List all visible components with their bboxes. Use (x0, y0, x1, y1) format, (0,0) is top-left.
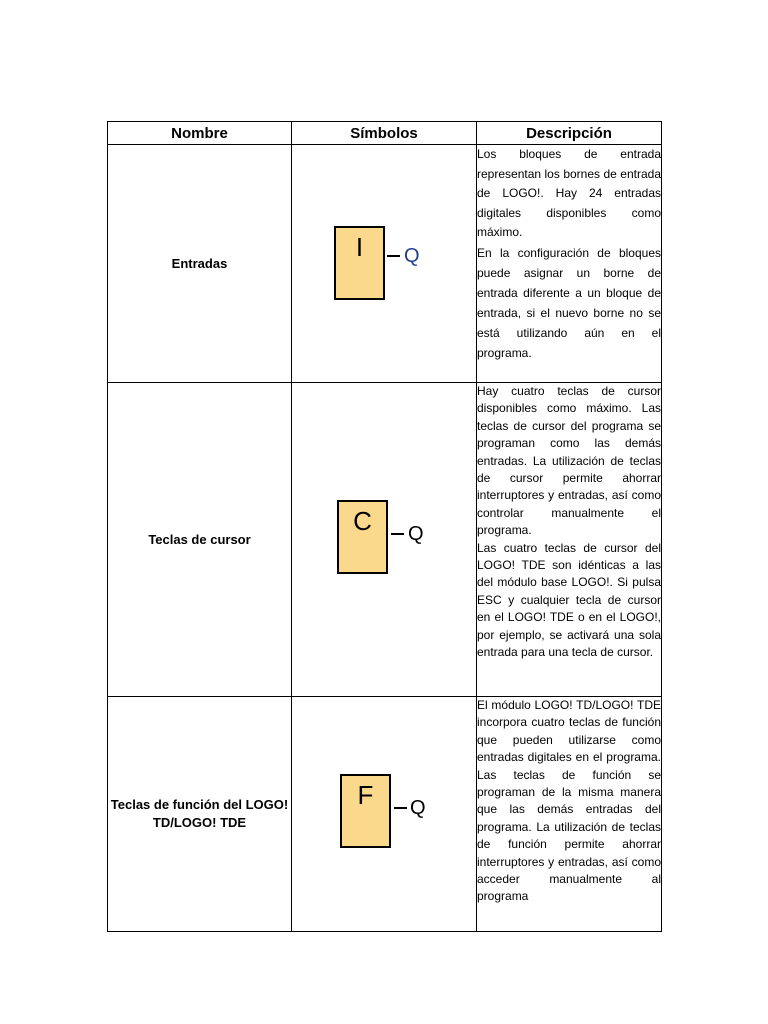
cursor-block-symbol (292, 500, 476, 580)
description-paragraph: En la configuración de bloques puede asignar un borne de entrada diferente a un bloque de entrada, si el nuevo borne no se está utilizando aún en el programa. (477, 245, 661, 360)
description-paragraph: Las cuatro teclas de cursor del LOGO! TDE son idénticas a las del módulo base LOGO!. Si pulsa ESC y cualquier tecla de cursor en el LOGO! TDE o en el LOGO!, por ejemplo, se activará una sola entrada para una tecla de cursor. (477, 540, 661, 660)
row-name: Entradas (108, 145, 292, 383)
table-row (108, 697, 662, 932)
block-box: I (334, 226, 385, 300)
description-cell (477, 145, 662, 383)
block-box: C (337, 500, 388, 574)
output-label: Q (410, 797, 426, 819)
row-name: Teclas de función del LOGO! TD/LOGO! TDE (108, 697, 292, 932)
symbol-cell (292, 145, 477, 383)
output-label: Q (404, 244, 420, 267)
description-cell (477, 383, 662, 697)
header-simbolos: Símbolos (292, 122, 477, 145)
block-box: F (340, 774, 391, 848)
output-wire (387, 255, 400, 257)
description-cell (477, 697, 662, 932)
output-wire (391, 533, 404, 535)
input-block-symbol (292, 224, 476, 304)
description-paragraph: El módulo LOGO! TD/LOGO! TDE incorpora cuatro teclas de función que pueden utilizarse como entradas digitales en el programa. Las teclas de función se programan de la misma manera que las demás entradas del programa. La utilización de teclas de función permite ahorrar interruptores y entradas, así como acceder manualmente al programa (477, 698, 661, 904)
symbol-cell (292, 383, 477, 697)
output-wire (394, 807, 407, 809)
header-descripcion: Descripción (477, 122, 662, 145)
header-nombre: Nombre (108, 122, 292, 145)
description-paragraph: Los bloques de entrada representan los bornes de entrada de LOGO!. Hay 24 entradas digitales disponibles como máximo. (477, 147, 661, 239)
header-row (108, 122, 662, 145)
output-label: Q (408, 522, 424, 545)
symbol-cell (292, 697, 477, 932)
row-name: Teclas de cursor (108, 383, 292, 697)
table-row (108, 145, 662, 383)
symbols-table (107, 121, 662, 932)
function-block-symbol (292, 774, 476, 854)
table-row (108, 383, 662, 697)
description-paragraph: Hay cuatro teclas de cursor disponibles como máximo. Las teclas de cursor del programa se programan como las demás entradas. La utilización de teclas de cursor permite ahorrar interruptores y entradas, así como controlar manualmente el programa. (477, 384, 661, 538)
